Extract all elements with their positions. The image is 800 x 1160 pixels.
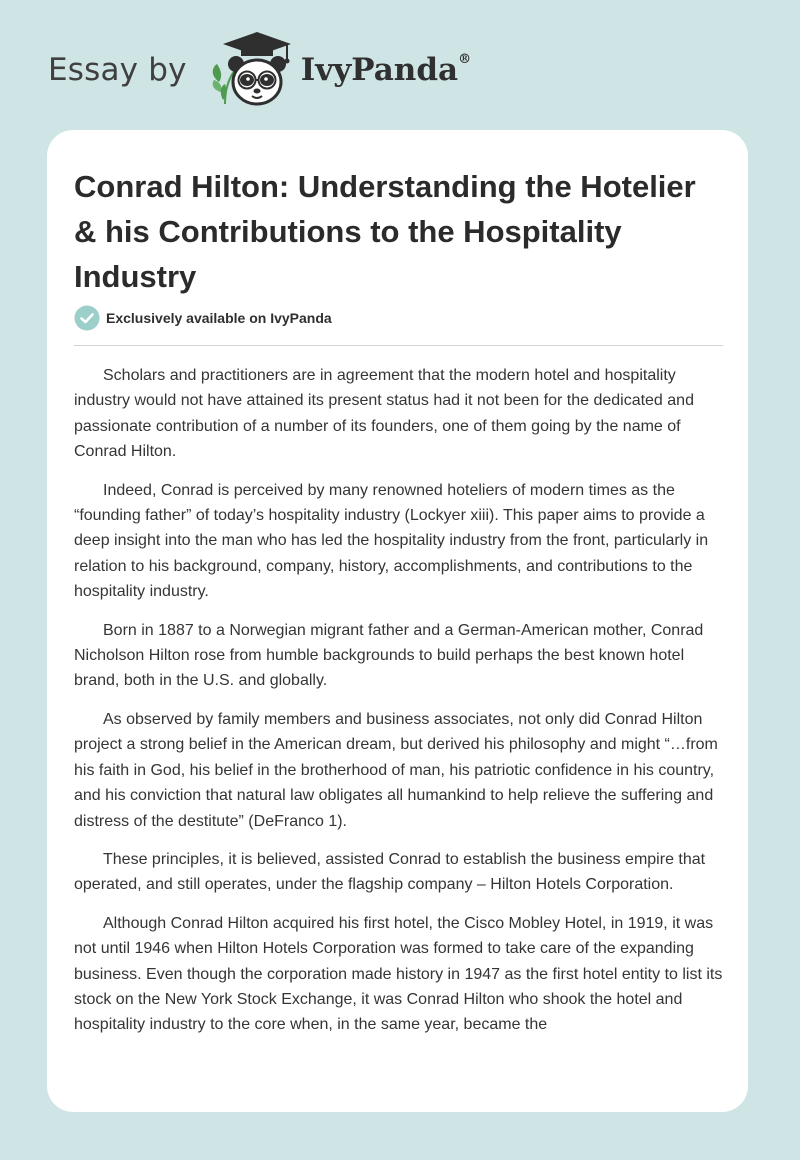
paragraph: Scholars and practitioners are in agreement that the modern hotel and hospitality industry would not have attained its present status had it not been for the dedicated and passionate contribution of a number of its founders, one of them going by the name of Conrad Hilton.	[74, 367, 694, 461]
trademark-symbol: ®	[458, 51, 472, 67]
essay-title: Conrad Hilton: Understanding the Hotelier & his Contributions to the Hospitality Industry	[74, 169, 696, 294]
essay-by-label: Essay by	[48, 52, 187, 88]
paragraph: As observed by family members and business associates, not only did Conrad Hilton project a strong belief in the American dream, but derived his philosophy and might “…from his faith in God, his belief in the brotherhood of man, his patriotic confidence in his country, and his conviction that natural law obligates all humankind to help relieve the suffering and distress of the destitute” (DeFranco 1).	[74, 710, 718, 830]
essay-body	[74, 363, 726, 1051]
exclusive-badge	[74, 305, 332, 331]
brand-name[interactable]	[301, 52, 471, 88]
paragraph: Born in 1887 to a Norwegian migrant father and a German-American mother, Conrad Nicholson Hilton rose from humble backgrounds to build perhaps the best known hotel brand, both in the U.S. and globally.	[74, 621, 704, 690]
panda-graduate-icon[interactable]	[205, 30, 297, 110]
essay-card	[47, 130, 748, 1112]
brand-text: IvyPanda	[300, 52, 459, 88]
paragraph: These principles, it is believed, assisted Conrad to establish the business empire that operated, and still operates, under the flagship company – Hilton Hotels Corporation.	[74, 850, 706, 894]
site-header	[48, 30, 471, 110]
check-circle-icon	[74, 305, 100, 331]
exclusive-label: Exclusively available on IvyPanda	[106, 310, 332, 326]
paragraph: Although Conrad Hilton acquired his first hotel, the Cisco Mobley Hotel, in 1919, it was not until 1946 when Hilton Hotels Corporation was formed to take care of the expanding business. Even though the corporation made history in 1947 as the first hotel entity to list its stock on the New York Stock Exchange, it was Conrad Hilton who shook the hotel and hospitality industry to the core when, in the same year, became the	[74, 914, 723, 1034]
paragraph: Indeed, Conrad is perceived by many renowned hoteliers of modern times as the “founding father” of today’s hospitality industry (Lockyer xiii). This paper aims to provide a deep insight into the man who has led the hospitality industry from the front, particularly in relation to his background, company, history, accomplishments, and contributions to the hospitality industry.	[74, 481, 709, 601]
title-divider	[74, 345, 723, 346]
